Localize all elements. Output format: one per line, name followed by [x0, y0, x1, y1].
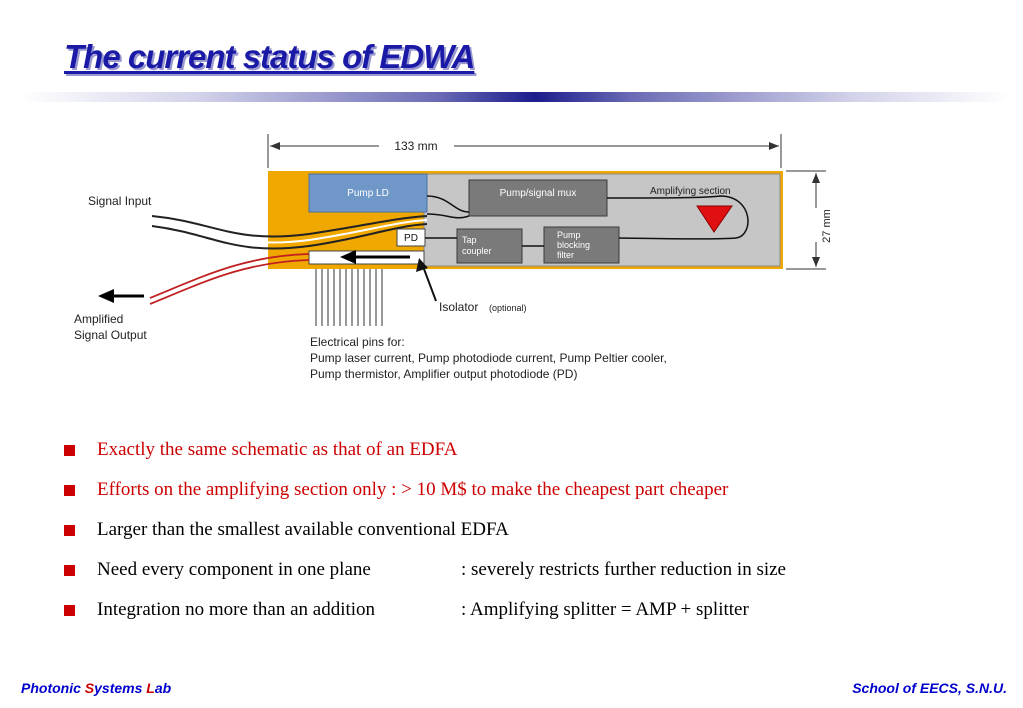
pd-label: PD — [404, 233, 418, 244]
edwa-schematic — [64, 126, 846, 388]
bullet-text: Efforts on the amplifying section only : > 10 M$ to make the cheapest part cheaper — [97, 479, 729, 500]
bullet-detail: : Amplifying splitter = AMP + splitter — [461, 599, 749, 620]
output-label-line2: Signal Output — [74, 328, 147, 342]
title-divider — [20, 92, 1010, 102]
slide-title: The current status of EDWA — [64, 38, 475, 75]
bullet-square-icon — [64, 605, 75, 616]
bullet-detail: : severely restricts further reduction in size — [461, 559, 786, 580]
bullet-text: Larger than the smallest available conventional EDFA — [97, 519, 509, 540]
tap-line2: coupler — [462, 246, 492, 256]
bullet-square-icon — [64, 485, 75, 496]
pins-line2: Pump laser current, Pump photodiode current, Pump Peltier cooler, — [310, 351, 667, 365]
footer-school-name: School of EECS, S.N.U. — [852, 680, 1007, 696]
mux-label: Pump/signal mux — [499, 188, 577, 199]
bullet-text: Exactly the same schematic as that of an EDFA — [97, 439, 458, 460]
output-label-line1: Amplified — [74, 312, 124, 326]
bullet-item — [64, 430, 786, 470]
filter-line1: Pump — [557, 230, 581, 240]
pins-line3: Pump thermistor, Amplifier output photodiode (PD) — [310, 367, 578, 381]
pins-line1: Electrical pins for: — [310, 335, 405, 349]
isolator-note: (optional) — [489, 303, 527, 313]
tap-line1: Tap — [462, 235, 477, 245]
bullet-item — [64, 470, 786, 510]
width-label: 133 mm — [394, 139, 438, 153]
bullet-item — [64, 510, 786, 550]
isolator-label: Isolator — [439, 300, 479, 314]
edwa-schematic-svg — [64, 126, 846, 388]
bullet-square-icon — [64, 445, 75, 456]
pump-ld-label: Pump LD — [347, 188, 389, 199]
height-label: 27 mm — [821, 209, 833, 243]
bullet-item — [64, 590, 786, 630]
bullet-text: Integration no more than an addition — [97, 599, 376, 620]
amp-section-label: Amplifying section — [650, 186, 731, 197]
filter-line2: blocking — [557, 240, 591, 250]
filter-line3: filter — [557, 250, 575, 260]
signal-input-label: Signal Input — [88, 194, 152, 208]
bullet-text: Need every component in one plane — [97, 559, 371, 580]
bullet-item — [64, 550, 786, 590]
bullet-square-icon — [64, 565, 75, 576]
footer-lab-name: Photonic Systems Lab — [21, 680, 172, 696]
bullet-list — [64, 430, 786, 630]
bullet-square-icon — [64, 525, 75, 536]
